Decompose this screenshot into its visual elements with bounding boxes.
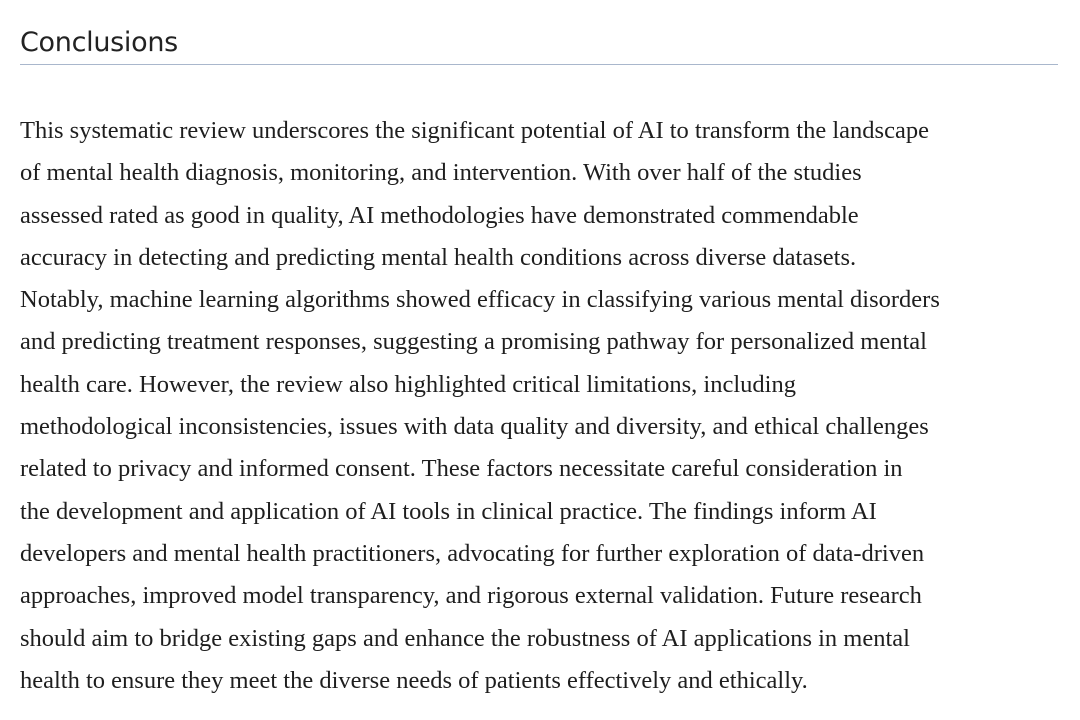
paragraph-line: health care. However, the review also highlighted critical limitations, including (20, 370, 796, 398)
paragraph-line: developers and mental health practitioners, advocating for further exploration of data-driven (20, 539, 925, 567)
section-heading: Conclusions (20, 0, 1058, 65)
paragraph-line: related to privacy and informed consent. These factors necessitate careful consideration in (20, 455, 903, 483)
paragraph-line: accuracy in detecting and predicting mental health conditions across diverse datasets. (20, 243, 857, 271)
paragraph-line: assessed rated as good in quality, AI methodologies have demonstrated commendable (20, 201, 859, 229)
paragraph-line: health to ensure they meet the diverse needs of patients effectively and ethically. (20, 666, 808, 694)
paragraph-line: the development and application of AI tools in clinical practice. The findings inform AI (20, 497, 877, 525)
paragraph-line: and predicting treatment responses, suggesting a promising pathway for personalized mental (20, 328, 927, 356)
paragraph-line: approaches, improved model transparency, and rigorous external validation. Future research (20, 582, 922, 610)
conclusions-paragraph (20, 110, 1058, 702)
paragraph-line: This systematic review underscores the significant potential of AI to transform the landscape (20, 117, 929, 144)
paragraph-line: methodological inconsistencies, issues with data quality and diversity, and ethical challenges (20, 413, 929, 441)
paragraph-line: should aim to bridge existing gaps and enhance the robustness of AI applications in mental (20, 624, 910, 652)
paragraph-line: of mental health diagnosis, monitoring, and intervention. With over half of the studies (20, 159, 862, 187)
paragraph-line: Notably, machine learning algorithms showed efficacy in classifying various mental disorders (20, 286, 940, 314)
